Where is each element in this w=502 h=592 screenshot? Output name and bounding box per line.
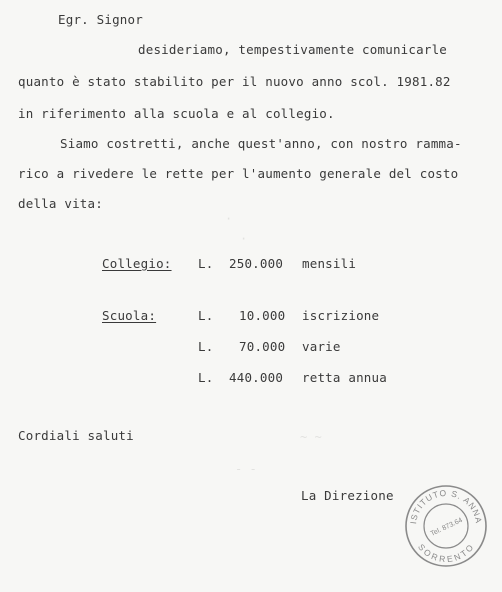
ghost-mark: · [240,232,248,246]
collegio-label: Collegio: [102,256,172,271]
paragraph2-line2: rico a rivedere le rette per l'aumento generale del costo [18,166,459,181]
ghost-mark: ~ ~ [300,430,322,444]
paragraph2-line1: Siamo costretti, anche quest'anno, con nostro ramma- [60,136,462,151]
collegio-amount: 250.000 [229,256,284,271]
stamp-top-text: ISTITUTO S. ANNA [408,487,485,525]
scuola-row-currency: L. [198,308,214,323]
ghost-mark: · [225,212,233,226]
scuola-row-amount: 440.000 [229,370,284,385]
stamp-graphic [404,484,488,568]
svg-text:ISTITUTO S. ANNA [408,488,484,525]
stamp-center-text: Tel. 873.64 [429,516,464,538]
ghost-mark: - - [235,462,257,476]
salutation: Egr. Signor [58,12,143,27]
scuola-row-desc: varie [302,339,341,354]
scuola-row-amount: 10.000 [239,308,286,323]
paragraph2-line3: della vita: [18,196,103,211]
paragraph1-line2: quanto è stato stabilito per il nuovo anno scol. 1981.82 [18,74,451,89]
closing: Cordiali saluti [18,428,134,443]
scuola-row-currency: L. [198,339,214,354]
scuola-label: Scuola: [102,308,157,323]
paragraph1-line1: desideriamo, tempestivamente comunicarle [138,42,448,57]
svg-text:SORRENTO [416,542,476,564]
stamp-bottom-text: SORRENTO [415,542,477,565]
scuola-row-desc: iscrizione [302,308,380,323]
signature: La Direzione [301,488,394,503]
institute-stamp [404,484,488,568]
scuola-row-desc: retta annua [302,370,387,385]
paragraph1-line3: in riferimento alla scuola e al collegio. [18,106,335,121]
scuola-row-currency: L. [198,370,214,385]
collegio-currency: L. [198,256,214,271]
collegio-desc: mensili [302,256,357,271]
scuola-row-amount: 70.000 [239,339,286,354]
